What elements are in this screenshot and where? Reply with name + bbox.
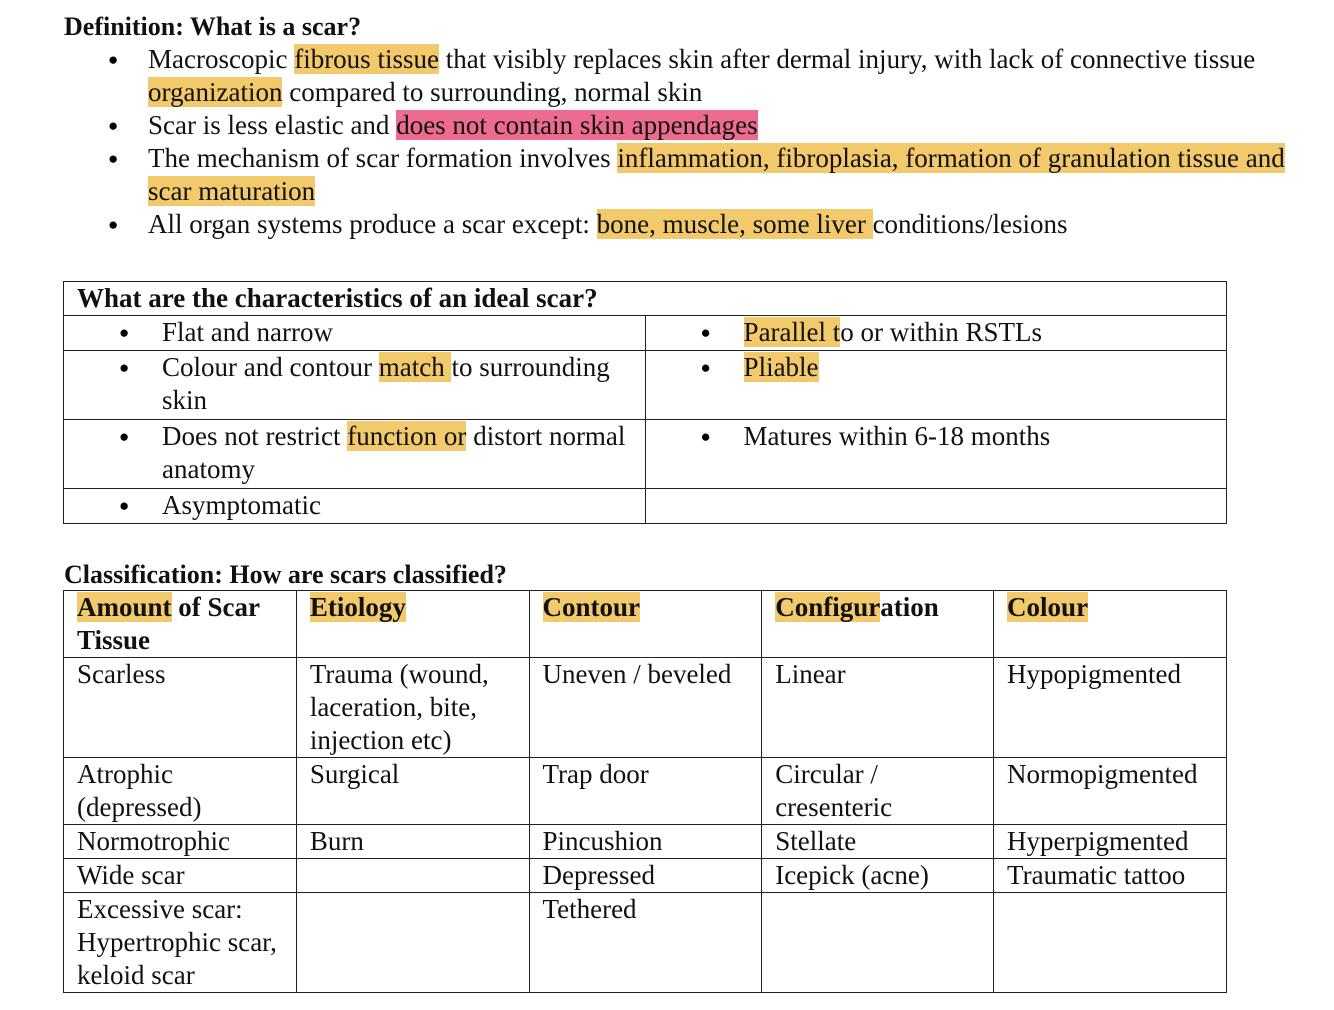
table-row [64,758,1227,825]
table-cell: Icepick (acne) [762,859,994,893]
classification-table [63,590,1227,993]
table-row [64,825,1227,859]
definition-list [64,43,1326,241]
table-cell: Hypopigmented [994,658,1227,758]
table-cell: Depressed [529,859,762,893]
list-item: ● Macroscopic fibrous tissue that visibly replaces skin after dermal injury, with lack of connective tissue organization compared to surrounding, normal skin [64,43,1326,109]
table-cell: Uneven / beveled [529,658,762,758]
table-cell: Tethered [529,893,762,993]
table-cell: ● Matures within 6-18 months [645,420,1226,489]
table-cell: ● Colour and contour match to surrounding skin [64,351,646,420]
table-cell: Trap door [529,758,762,825]
table-cell: Surgical [296,758,529,825]
table-cell: Trauma (wound, laceration, bite, injection etc) [296,658,529,758]
definition-title: Definition: What is a scar? [64,12,362,41]
table-cell [762,893,994,993]
table-cell: ● Asymptomatic [64,489,646,524]
table-cell [296,859,529,893]
table-cell [645,489,1226,524]
table-cell: ● Does not restrict function or distort normal anatomy [64,420,646,489]
classification-title: Classification: How are scars classified? [64,560,507,589]
table-cell: Excessive scar: Hypertrophic scar, keloid scar [64,893,297,993]
table-cell: ● Flat and narrow [64,316,646,351]
table-cell: Pincushion [529,825,762,859]
table-cell: Hyperpigmented [994,825,1227,859]
column-header: Colour [994,591,1227,658]
table-cell: Normopigmented [994,758,1227,825]
ideal-scar-table [63,281,1227,524]
table-row [64,893,1227,993]
table-row [64,859,1227,893]
table-cell: Linear [762,658,994,758]
table-cell: Atrophic (depressed) [64,758,297,825]
list-item: ● All organ systems produce a scar except: bone, muscle, some liver conditions/lesions [64,208,1326,241]
table-cell: Traumatic tattoo [994,859,1227,893]
table-cell: Burn [296,825,529,859]
column-header: Contour [529,591,762,658]
table-cell: ● Pliable [645,351,1226,420]
column-header: Amount of Scar Tissue [64,591,297,658]
ideal-table-title: What are the characteristics of an ideal scar? [64,282,1227,316]
table-cell: Circular / cresenteric [762,758,994,825]
definition-section [64,10,1326,241]
column-header: Configuration [762,591,994,658]
table-cell: Normotrophic [64,825,297,859]
table-cell: Stellate [762,825,994,859]
table-cell [296,893,529,993]
table-row [64,658,1227,758]
table-cell: Wide scar [64,859,297,893]
list-item: ● The mechanism of scar formation involves inflammation, fibroplasia, formation of granulation tissue and scar maturation [64,142,1326,208]
table-cell [994,893,1227,993]
column-header: Etiology [296,591,529,658]
table-cell: ● Parallel to or within RSTLs [645,316,1226,351]
table-cell: Scarless [64,658,297,758]
list-item: ● Scar is less elastic and does not contain skin appendages [64,109,1326,142]
